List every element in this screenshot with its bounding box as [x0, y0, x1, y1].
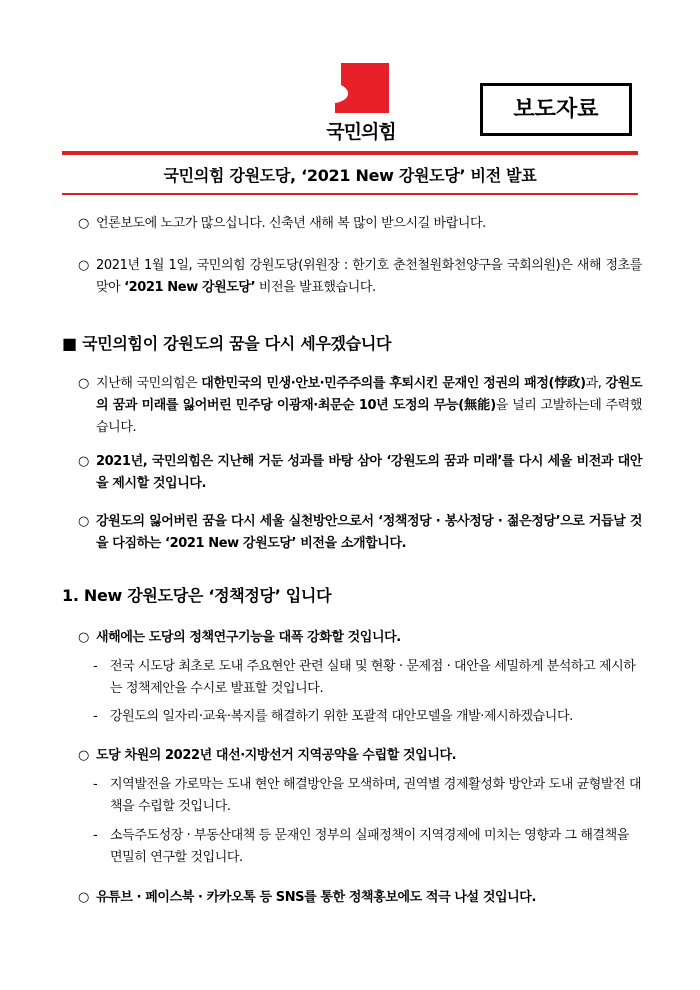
bullet-icon: ○ — [78, 630, 89, 645]
bullet-icon: ○ — [78, 514, 89, 529]
title-bottom-rule — [62, 193, 638, 195]
dash-icon: - — [93, 828, 98, 843]
party-logo-icon — [331, 63, 389, 113]
intro-paragraph-2: ○ 2021년 1월 1일, 국민의힘 강원도당(위원장 : 한기호 춘천철원화천양구을 국회의원)은 새해 정초를 맞아 ‘2021 New 강원도당’ 비전을 발표했습니다. — [82, 255, 642, 299]
dash-icon: - — [93, 709, 98, 724]
bullet-icon: ○ — [78, 890, 89, 905]
party-logo-text: 국민의힘 — [326, 121, 396, 143]
bullet-icon: ○ — [78, 376, 89, 391]
title-top-rule — [62, 151, 638, 155]
section-b-bullet-1-dash-2: - 강원도의 일자리·교육·복지를 해결하기 위한 포괄적 대안모델을 개발·제시하겠습니다. — [95, 706, 643, 728]
bullet-icon: ○ — [78, 216, 89, 231]
bullet-icon: ○ — [78, 748, 89, 763]
section-b-bullet-2-dash-2: - 소득주도성장 · 부동산대책 등 문재인 정부의 실패정책이 지역경제에 미치는 영향과 그 해결책을 면밀히 연구할 것입니다. — [95, 825, 643, 869]
section-heading-vision: ■ 국민의힘이 강원도의 꿈을 다시 세우겠습니다 — [62, 334, 392, 353]
section-b-bullet-2-dash-1: - 지역발전을 가로막는 도내 현안 해결방안을 모색하며, 권역별 경제활성화 방안과 도내 균형발전 대책을 수립할 것입니다. — [95, 774, 643, 818]
section-b-bullet-3: ○ 유튜브 · 페이스북 · 카카오톡 등 SNS를 통한 정책홍보에도 적극 나설 것입니다. — [82, 887, 642, 909]
dash-icon: - — [93, 659, 98, 674]
bullet-icon: ○ — [78, 258, 89, 273]
intro-paragraph-1: ○ 언론보도에 노고가 많으십니다. 신축년 새해 복 많이 받으시길 바랍니다. — [82, 213, 642, 235]
section-b-bullet-1: ○ 새해에는 도당의 정책연구기능을 대폭 강화할 것입니다. — [82, 627, 642, 649]
section-a-paragraph-3: ○ 강원도의 잃어버린 꿈을 다시 세울 실천방안으로서 ‘정책정당 · 봉사정당 · 젊은정당’으로 거듭날 것을 다짐하는 ‘2021 New 강원도당’ 비전을 소개합니다. — [82, 511, 642, 555]
press-release-badge: 보도자료 — [480, 83, 632, 136]
page-title: 국민의힘 강원도당, ‘2021 New 강원도당’ 비전 발표 — [163, 166, 537, 185]
section-heading-policy-party: 1. New 강원도당은 ‘정책정당’ 입니다 — [62, 586, 332, 605]
bullet-icon: ○ — [78, 454, 89, 469]
section-b-bullet-1-dash-1: - 전국 시도당 최초로 도내 주요현안 관련 실태 및 현황 · 문제점 · 대안을 세밀하게 분석하고 제시하는 정책제안을 수시로 발표할 것입니다. — [95, 656, 643, 700]
section-a-paragraph-1: ○ 지난해 국민의힘은 대한민국의 민생·안보·민주주의를 후퇴시킨 문재인 정권의 패정(悖政)과, 강원도의 꿈과 미래를 잃어버린 민주당 이광재·최문순 10년 도정의 무능(無能)을 널리 고발하는데 주력했습니다. — [82, 373, 642, 439]
dash-icon: - — [93, 777, 98, 792]
section-a-paragraph-2: ○ 2021년, 국민의힘은 지난해 거둔 성과를 바탕 삼아 ‘강원도의 꿈과 미래’를 다시 세울 비전과 대안을 제시할 것입니다. — [82, 451, 642, 495]
section-b-bullet-2: ○ 도당 차원의 2022년 대선·지방선거 지역공약을 수립할 것입니다. — [82, 745, 642, 767]
